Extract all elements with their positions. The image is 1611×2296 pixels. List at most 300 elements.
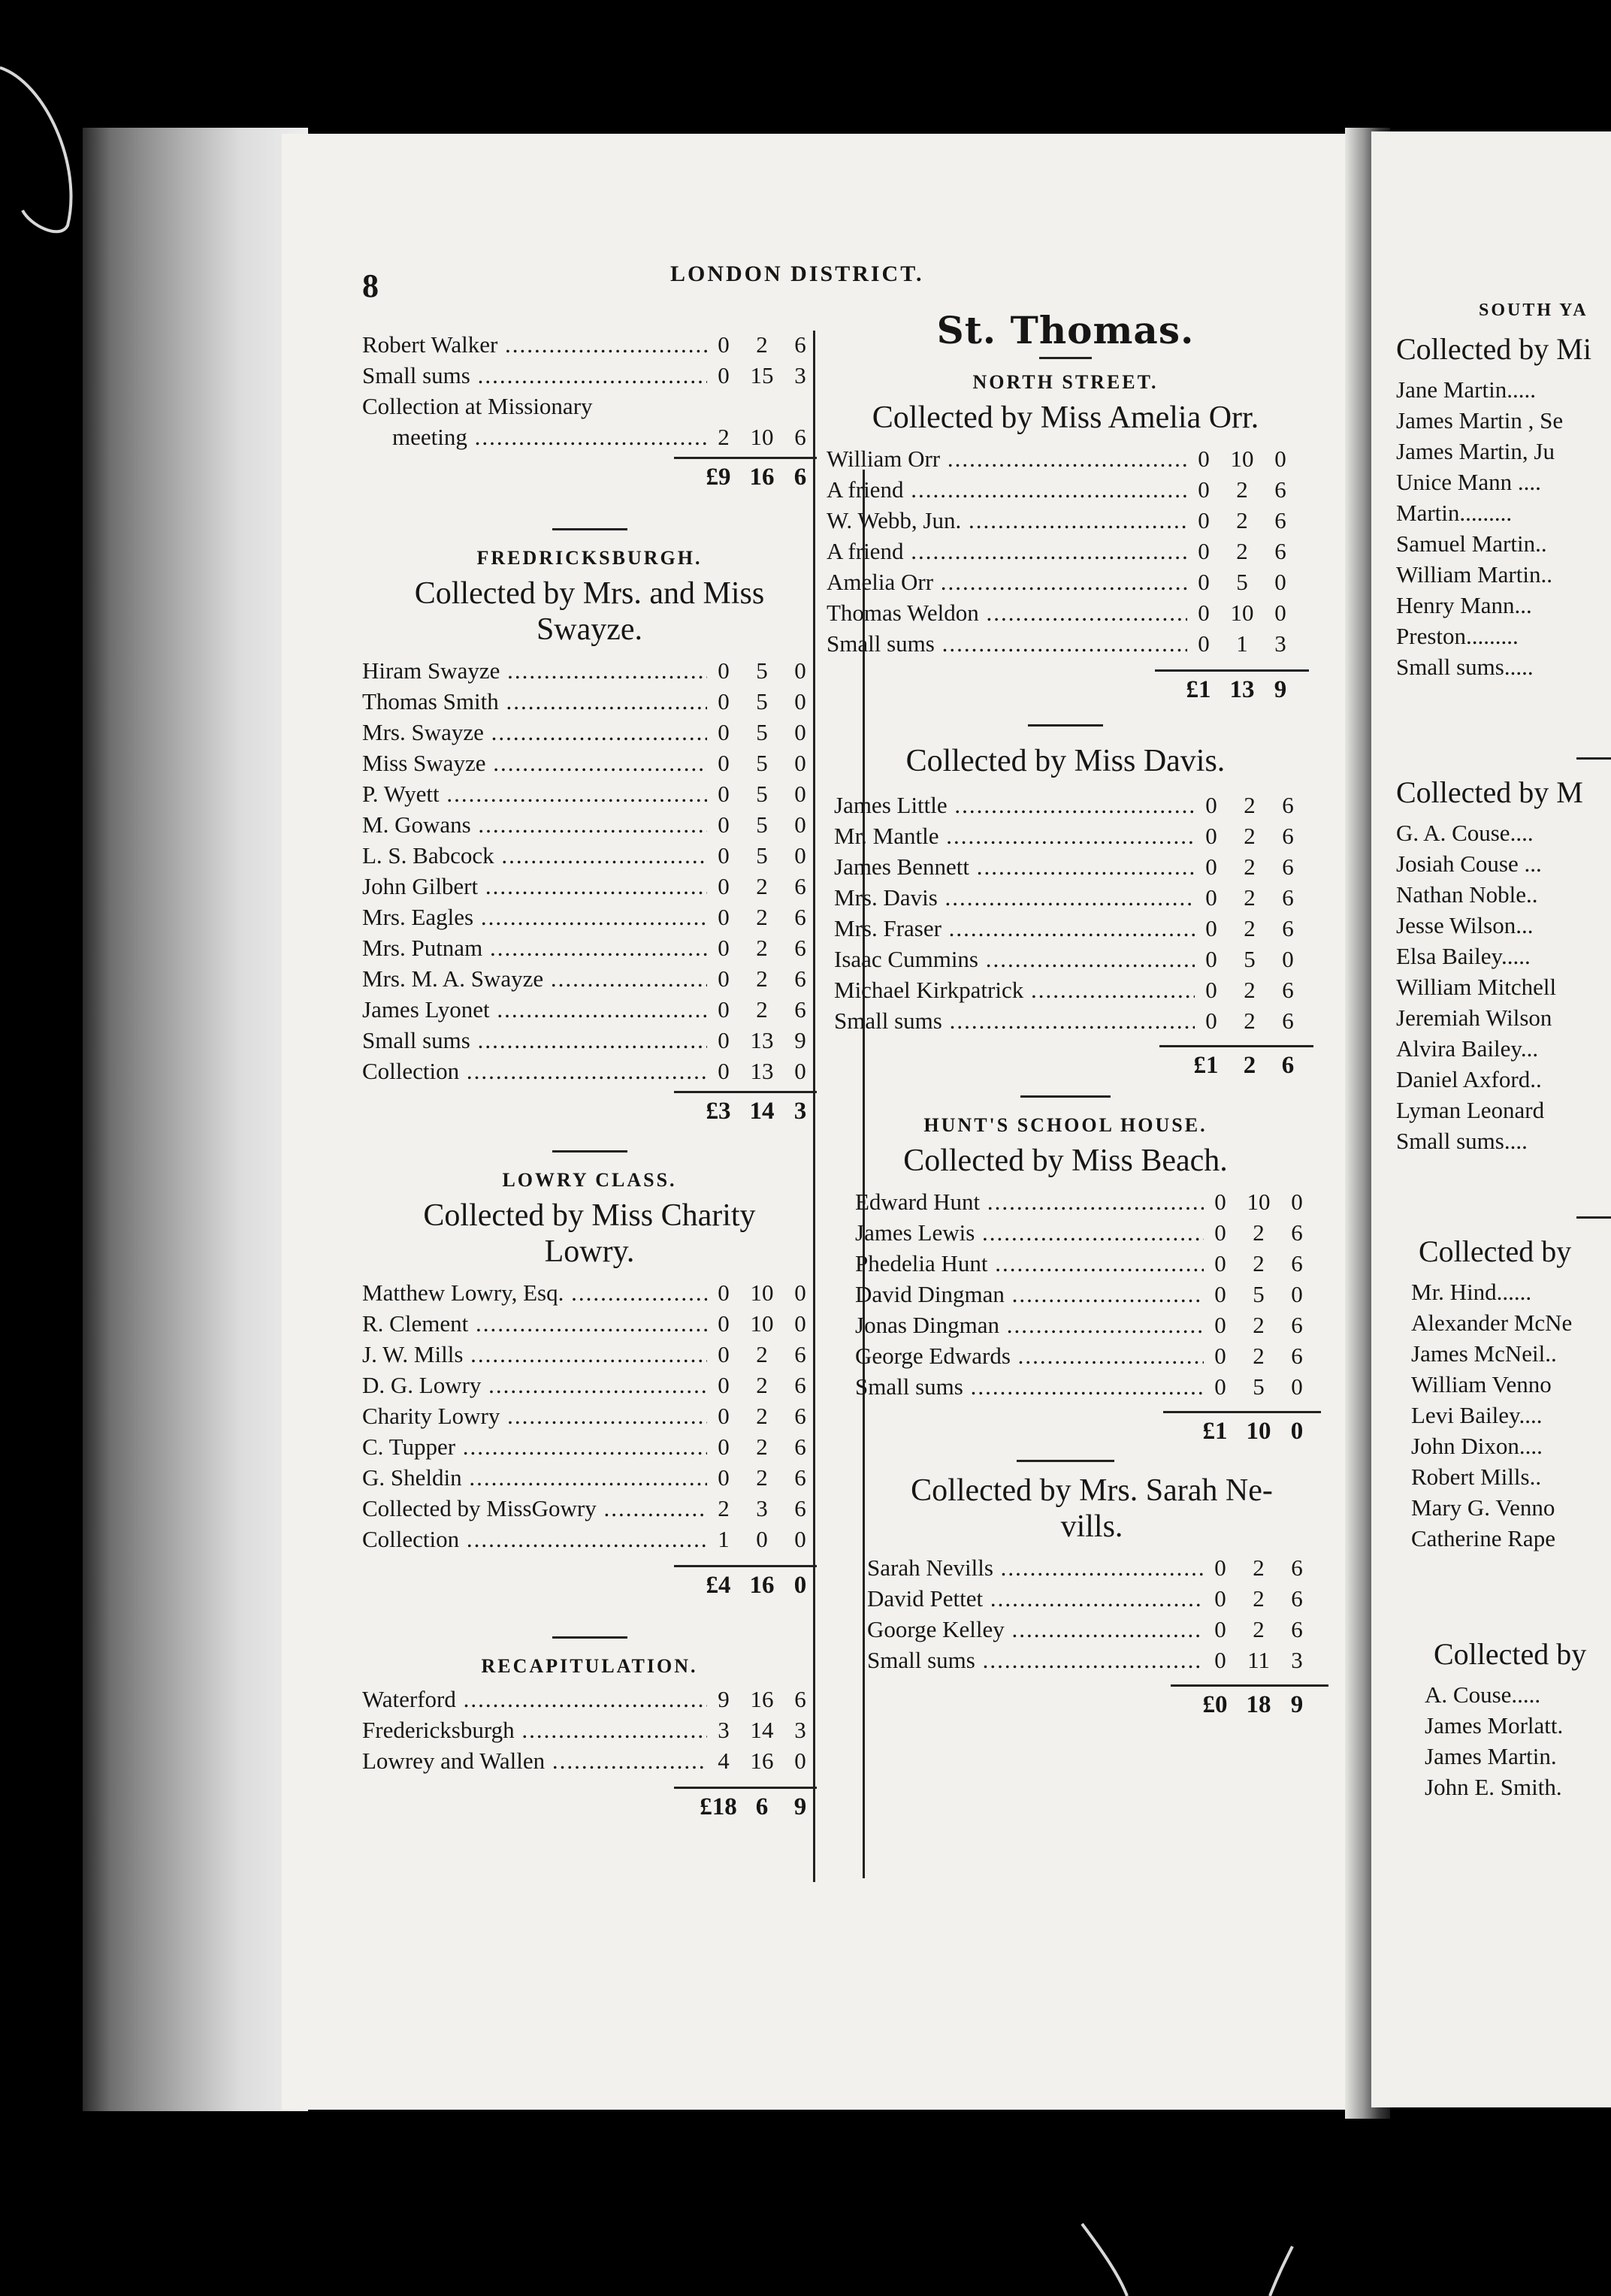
contributor-name: Robert Walker ..... — [362, 329, 707, 360]
amount-cell: 0 — [1198, 569, 1210, 595]
subscription-row — [362, 871, 817, 902]
amount-cell: 5 — [756, 657, 768, 684]
amount-cell: 0 — [718, 688, 730, 714]
section-total: £9 16 6 — [706, 464, 807, 491]
amount-cell: 0 — [794, 1279, 806, 1306]
amount-cell: 6 — [1291, 1219, 1303, 1246]
amount-cell: 0 — [1291, 1281, 1303, 1307]
amount-cell: 0 — [718, 1058, 730, 1084]
section-rule — [1576, 757, 1611, 760]
subscription-row — [855, 1248, 1313, 1279]
amount-cell: 2 — [1236, 507, 1248, 533]
amount-cell: 2 — [1253, 1554, 1265, 1581]
subscription-row: Mr. Hind...... — [1411, 1279, 1532, 1305]
subscription-row — [834, 913, 1304, 944]
subscription-row: Daniel Axford.. — [1396, 1066, 1542, 1092]
contributor-name: James Lyonet ..... — [362, 994, 707, 1025]
amount-cell: 6 — [1291, 1250, 1303, 1276]
amount-cell: 2 — [1244, 823, 1256, 849]
amount-cell: 2 — [1244, 915, 1256, 941]
amount-cell: 0 — [1274, 600, 1286, 626]
subscription-row — [827, 474, 1297, 505]
left-column — [362, 329, 817, 1825]
subscription-list — [1396, 1276, 1611, 1554]
amount-cell: 0 — [718, 1279, 730, 1306]
amount-cell: 0 — [1291, 1373, 1303, 1400]
page-number: 8 — [362, 267, 379, 304]
contributor-name: Thomas Smith ..... — [362, 686, 707, 717]
amount-cell: 3 — [1274, 630, 1286, 657]
subscription-row: A. Couse..... — [1425, 1681, 1541, 1708]
amount-cell: 0 — [718, 1372, 730, 1398]
contributor-name: Small sums ..... — [867, 1645, 1204, 1675]
amount-cell: 6 — [1291, 1554, 1303, 1581]
contributor-name: George Edwards ..... — [855, 1340, 1204, 1371]
amount-cell: 10 — [1230, 600, 1254, 626]
amount-cell: 2 — [1244, 1008, 1256, 1034]
subscription-row: Alvira Bailey... — [1396, 1035, 1539, 1062]
amount-cell: 2 — [756, 873, 768, 899]
subscription-row — [834, 944, 1304, 974]
amount-cell: 0 — [794, 719, 806, 745]
contributor-name: Lowrey and Wallen ..... — [362, 1745, 707, 1776]
amount-cell: 5 — [756, 688, 768, 714]
subscription-row: Josiah Couse ... — [1396, 850, 1542, 877]
amount-cell: 16 — [750, 1686, 774, 1712]
subscription-list — [818, 443, 1313, 659]
amount-cell: 0 — [1205, 853, 1217, 880]
amount-cell: 0 — [718, 965, 730, 992]
amount-cell: 5 — [756, 842, 768, 869]
amount-cell: 9 — [718, 1686, 730, 1712]
town-heading: St. Thomas. — [936, 308, 1195, 352]
amount-cell: 0 — [1198, 507, 1210, 533]
amount-cell: 10 — [1230, 446, 1254, 472]
contributor-name: Phedelia Hunt ..... — [855, 1248, 1204, 1279]
subscription-list — [1396, 1679, 1611, 1802]
amount-cell: 2 — [756, 935, 768, 961]
amount-cell: 2 — [1244, 853, 1256, 880]
book-page-edges — [83, 128, 308, 2111]
amount-cell: 0 — [718, 362, 730, 388]
amount-cell: 3 — [794, 362, 806, 388]
section-rule — [552, 528, 627, 530]
section-heading: SOUTH YA — [1479, 301, 1588, 320]
contributor-name: Collection ..... — [362, 1056, 707, 1086]
amount-cell: 6 — [1274, 507, 1286, 533]
amount-cell: 0 — [1214, 1250, 1226, 1276]
subscription-row — [867, 1614, 1313, 1645]
contributor-name: J. W. Mills ..... — [362, 1339, 707, 1370]
contributor-name: Collection ..... — [362, 1524, 707, 1554]
amount-cell: 0 — [718, 996, 730, 1023]
collector-line: Collected by Miss Amelia Orr. — [872, 400, 1259, 435]
contributor-name: Small sums ..... — [362, 1025, 707, 1056]
subscription-list — [362, 655, 817, 1086]
contributor-name: Miss Swayze ..... — [362, 748, 707, 778]
amount-cell: 5 — [1236, 569, 1248, 595]
amount-cell: 2 — [756, 1372, 768, 1398]
amount-cell: 11 — [1247, 1647, 1270, 1673]
contributor-name: Waterford ..... — [362, 1684, 707, 1714]
collector-line: Collected by Miss Davis. — [905, 744, 1226, 778]
amount-cell: 0 — [718, 1310, 730, 1337]
subscription-list — [818, 790, 1313, 1036]
amount-cell: 6 — [1282, 1008, 1294, 1034]
amount-cell: 2 — [756, 1464, 768, 1491]
amount-cell: 2 — [756, 965, 768, 992]
amount-cell: 2 — [718, 1495, 730, 1521]
amount-cell: 0 — [1205, 823, 1217, 849]
amount-cell: 10 — [1247, 1189, 1271, 1215]
subscription-list — [362, 1684, 817, 1776]
subscription-row — [362, 717, 817, 748]
amount-cell: 2 — [1244, 884, 1256, 911]
subscription-row: Small sums..... — [1396, 654, 1534, 680]
amount-cell: 0 — [1205, 884, 1217, 911]
amount-cell: 0 — [1214, 1343, 1226, 1369]
amount-cell: 0 — [718, 657, 730, 684]
amount-cell: 0 — [718, 331, 730, 358]
subscription-list — [1396, 817, 1611, 1156]
contributor-name: James Bennett ..... — [834, 851, 1195, 882]
amount-cell: 6 — [1282, 884, 1294, 911]
collector-line: Collected by Mrs. Sarah Ne- vills. — [911, 1473, 1273, 1544]
contributor-name: Mrs. Swayze ..... — [362, 717, 707, 748]
collector-line: Collected by — [1434, 1637, 1587, 1671]
subscription-row: James Martin, Ju — [1396, 438, 1555, 464]
amount-cell: 0 — [1205, 915, 1217, 941]
amount-cell: 6 — [1291, 1616, 1303, 1642]
amount-cell: 2 — [1253, 1219, 1265, 1246]
middle-column — [818, 308, 1313, 1723]
amount-cell: 6 — [794, 1433, 806, 1460]
amount-cell: 2 — [1253, 1616, 1265, 1642]
subscription-row — [867, 1645, 1313, 1675]
amount-cell: 13 — [750, 1027, 774, 1053]
amount-cell: 6 — [794, 965, 806, 992]
section-heading: RECAPITULATION. — [481, 1655, 698, 1677]
subscription-row: Elsa Bailey..... — [1396, 943, 1531, 969]
amount-cell: 0 — [718, 1433, 730, 1460]
contributor-name: Isaac Cummins ..... — [834, 944, 1195, 974]
section-heading: FREDRICKSBURGH. — [476, 547, 703, 569]
contributor-name: Small sums ..... — [362, 360, 707, 391]
amount-cell: 0 — [1205, 1008, 1217, 1034]
subscription-row: James Martin , Se — [1396, 407, 1564, 434]
amount-cell: 0 — [794, 750, 806, 776]
amount-cell: 5 — [1253, 1373, 1265, 1400]
contributor-name: James Little ..... — [834, 790, 1195, 820]
subscription-row — [827, 443, 1297, 474]
subscription-row — [362, 809, 817, 840]
amount-cell: 6 — [1274, 538, 1286, 564]
subscription-row: Lyman Leonard — [1396, 1097, 1545, 1123]
section-rule — [1020, 1095, 1111, 1098]
amount-cell: 6 — [1291, 1312, 1303, 1338]
contributor-name: David Dingman ..... — [855, 1279, 1204, 1310]
amount-cell: 6 — [794, 935, 806, 961]
contributor-name: Edward Hunt ..... — [855, 1186, 1204, 1217]
amount-cell: 0 — [1282, 946, 1294, 972]
amount-cell: 0 — [718, 1027, 730, 1053]
contributor-name: P. Wyett ..... — [362, 778, 707, 809]
contributor-name: Matthew Lowry, Esq. ..... — [362, 1277, 707, 1308]
amount-cell: 2 — [1244, 977, 1256, 1003]
section-total: £3 14 3 — [706, 1098, 807, 1125]
amount-cell: 16 — [750, 1748, 774, 1774]
subscription-list — [362, 1277, 817, 1554]
subscription-row — [827, 628, 1297, 659]
subscription-row — [855, 1217, 1313, 1248]
amount-cell: 0 — [1205, 792, 1217, 818]
subscription-row — [827, 597, 1297, 628]
contributor-name: G. Sheldin ..... — [362, 1462, 707, 1493]
amount-cell: 14 — [750, 1717, 774, 1743]
amount-cell: 2 — [1253, 1585, 1265, 1612]
amount-cell: 3 — [718, 1717, 730, 1743]
amount-cell: 0 — [718, 750, 730, 776]
amount-cell: 0 — [1214, 1219, 1226, 1246]
amount-cell: 2 — [1244, 792, 1256, 818]
amount-cell: 2 — [756, 331, 768, 358]
subscription-row — [362, 902, 817, 932]
subscription-row — [362, 1400, 817, 1431]
subscription-row — [362, 1493, 817, 1524]
amount-cell: 0 — [1214, 1554, 1226, 1581]
amount-cell: 0 — [1198, 476, 1210, 503]
contributor-name: L. S. Babcock ..... — [362, 840, 707, 871]
amount-cell: 0 — [794, 657, 806, 684]
contributor-name: James Lewis ..... — [855, 1217, 1204, 1248]
amount-cell: 5 — [1253, 1281, 1265, 1307]
amount-cell: 6 — [794, 1372, 806, 1398]
contributor-name: R. Clement ..... — [362, 1308, 707, 1339]
subscription-row — [834, 974, 1304, 1005]
subscription-row — [867, 1583, 1313, 1614]
amount-cell: 4 — [718, 1748, 730, 1774]
subscription-list — [818, 1552, 1313, 1675]
subscription-row — [362, 1714, 817, 1745]
amount-cell: 0 — [718, 1341, 730, 1367]
amount-cell: 0 — [1205, 977, 1217, 1003]
subscription-row — [855, 1186, 1313, 1217]
amount-cell: 0 — [1205, 946, 1217, 972]
amount-cell: 2 — [756, 904, 768, 930]
section-total: £1 10 0 — [1202, 1418, 1304, 1445]
amount-cell: 0 — [794, 842, 806, 869]
subscription-row: Unice Mann .... — [1396, 469, 1541, 495]
subscription-row — [855, 1340, 1313, 1371]
subscription-row — [362, 1339, 817, 1370]
amount-cell: 2 — [756, 1341, 768, 1367]
amount-cell: 6 — [794, 1495, 806, 1521]
subscription-row — [362, 840, 817, 871]
right-page-column — [1396, 301, 1611, 1802]
amount-cell: 0 — [794, 781, 806, 807]
contributor-name: Mrs. Fraser ..... — [834, 913, 1195, 944]
subscription-list — [818, 1186, 1313, 1402]
collector-line: Collected by Miss Beach. — [903, 1143, 1228, 1178]
amount-cell: 9 — [794, 1027, 806, 1053]
subscription-row — [362, 1462, 817, 1493]
missionary-line: Collection at Missionary — [362, 393, 593, 419]
amount-cell: 0 — [1198, 600, 1210, 626]
contributor-name: M. Gowans ..... — [362, 809, 707, 840]
contributor-name: Thomas Weldon ..... — [827, 597, 1187, 628]
subscription-row — [362, 1025, 817, 1056]
section-heading: LOWRY CLASS. — [502, 1169, 677, 1191]
contributor-name: William Orr ..... — [827, 443, 1187, 474]
subscription-row — [855, 1310, 1313, 1340]
section-total: £18 6 9 — [700, 1793, 807, 1820]
contributor-name: A friend ..... — [827, 474, 1187, 505]
subscription-row: Jeremiah Wilson — [1396, 1005, 1552, 1031]
subscription-list — [1396, 374, 1611, 682]
amount-cell: 0 — [1214, 1585, 1226, 1612]
subscription-row: Henry Mann... — [1396, 592, 1532, 618]
contributor-name: Mrs. Davis ..... — [834, 882, 1195, 913]
amount-cell: 2 — [1253, 1250, 1265, 1276]
subscription-row — [827, 536, 1297, 566]
subscription-row — [362, 1370, 817, 1400]
amount-cell: 0 — [794, 1310, 806, 1337]
amount-cell: 0 — [718, 935, 730, 961]
amount-cell: 0 — [794, 688, 806, 714]
contributor-name: David Pettet ..... — [867, 1583, 1204, 1614]
amount-cell: 10 — [750, 1310, 774, 1337]
amount-cell: 5 — [756, 781, 768, 807]
subscription-row: meeting ..... 2 10 6 — [362, 421, 817, 452]
subscription-row — [362, 1524, 817, 1554]
amount-cell: 0 — [794, 811, 806, 838]
contributor-name: W. Webb, Jun. ..... — [827, 505, 1187, 536]
amount-cell: 0 — [1274, 569, 1286, 595]
contributor-name: Amelia Orr ..... — [827, 566, 1187, 597]
subscription-row: Nathan Noble.. — [1396, 881, 1538, 908]
subscription-row: Alexander McNe — [1411, 1310, 1573, 1336]
subscription-row — [362, 994, 817, 1025]
subscription-row: William Mitchell — [1396, 974, 1557, 1000]
amount-cell: 0 — [1198, 630, 1210, 657]
section-rule — [552, 1150, 627, 1153]
amount-cell: 6 — [1282, 977, 1294, 1003]
amount-cell: 0 — [1274, 446, 1286, 472]
contributor-name: Jonas Dingman ..... — [855, 1310, 1204, 1340]
subscription-row — [867, 1552, 1313, 1583]
amount-cell: 5 — [756, 811, 768, 838]
amount-cell: 0 — [794, 1058, 806, 1084]
subscription-row: Martin......... — [1396, 500, 1513, 526]
section-total: £0 18 9 — [1202, 1691, 1304, 1718]
section-rule — [1576, 1216, 1611, 1219]
amount-cell: 0 — [1214, 1281, 1226, 1307]
amount-cell: 0 — [718, 1464, 730, 1491]
amount-cell: 0 — [1198, 538, 1210, 564]
amount-cell: 6 — [1291, 1585, 1303, 1612]
section-heading: HUNT'S SCHOOL HOUSE. — [923, 1114, 1207, 1136]
contributor-name: John Gilbert ..... — [362, 871, 707, 902]
contributor-name: D. G. Lowry ..... — [362, 1370, 707, 1400]
subscription-row: John E. Smith. — [1425, 1774, 1562, 1800]
subscription-row: Preston......... — [1396, 623, 1519, 649]
subscription-row: Jane Martin..... — [1396, 376, 1536, 403]
section-heading: NORTH STREET. — [972, 371, 1159, 393]
subscription-row: James Martin. — [1425, 1743, 1557, 1769]
amount-cell: 6 — [794, 996, 806, 1023]
amount-cell: 0 — [794, 1748, 806, 1774]
subscription-row — [855, 1279, 1313, 1310]
contributor-name: Mr. Mantle ..... — [834, 820, 1195, 851]
subscription-list — [362, 329, 817, 391]
amount-cell: 5 — [1244, 946, 1256, 972]
running-head: LONDON DISTRICT. — [670, 261, 924, 286]
subscription-row: Catherine Rape — [1411, 1525, 1555, 1551]
section-rule — [1039, 357, 1092, 359]
amount-cell: 2 — [1236, 538, 1248, 564]
amount-cell: 10 — [750, 1279, 774, 1306]
subscription-row — [834, 820, 1304, 851]
amount-cell: 2 — [1253, 1343, 1265, 1369]
amount-cell: 0 — [1214, 1647, 1226, 1673]
amount-cell: 2 — [1236, 476, 1248, 503]
collector-line: Collected by Miss Charity Lowry. — [423, 1198, 756, 1269]
subscription-row — [834, 1005, 1304, 1036]
subscription-row — [362, 655, 817, 686]
amount-cell: 1 — [718, 1526, 730, 1552]
amount-cell: 13 — [750, 1058, 774, 1084]
subscription-row — [362, 1056, 817, 1086]
subscription-row — [855, 1371, 1313, 1402]
subscription-row — [362, 1745, 817, 1776]
subscription-row: William Venno — [1411, 1371, 1552, 1397]
section-rule — [1028, 724, 1103, 727]
contributor-name: Sarah Nevills ..... — [867, 1552, 1204, 1583]
amount-cell: 6 — [794, 1686, 806, 1712]
section-rule — [1017, 1460, 1114, 1462]
subscription-row — [834, 851, 1304, 882]
collector-line: Collected by — [1419, 1234, 1572, 1268]
amount-cell: 6 — [794, 1464, 806, 1491]
contributor-name: Hiram Swayze ..... — [362, 655, 707, 686]
amount-cell: 0 — [1214, 1616, 1226, 1642]
amount-cell: 1 — [1236, 630, 1248, 657]
subscription-row: G. A. Couse.... — [1396, 820, 1534, 846]
amount-cell: 0 — [1214, 1373, 1226, 1400]
subscription-row: Mary G. Venno — [1411, 1494, 1555, 1521]
subscription-row: James Morlatt. — [1425, 1712, 1564, 1739]
subscription-row — [362, 778, 817, 809]
contributor-name: Goorge Kelley ..... — [867, 1614, 1204, 1645]
subscription-row: Robert Mills.. — [1411, 1464, 1542, 1490]
collector-line: Collected by Mrs. and Miss Swayze. — [414, 576, 765, 647]
subscription-row — [362, 1277, 817, 1308]
amount-cell: 6 — [1282, 823, 1294, 849]
contributor-name: Small sums ..... — [855, 1371, 1204, 1402]
amount-cell: 0 — [1214, 1189, 1226, 1215]
subscription-row — [362, 1431, 817, 1462]
amount-cell: 0 — [718, 1403, 730, 1429]
amount-cell: 0 — [794, 1526, 806, 1552]
amount-cell: 2 — [756, 1433, 768, 1460]
amount-cell: 0 — [718, 719, 730, 745]
amount-cell: 0 — [718, 873, 730, 899]
subscription-row: John Dixon.... — [1411, 1433, 1543, 1459]
amount-cell: 2 — [1253, 1312, 1265, 1338]
contributor-name: Collected by MissGowry ..... — [362, 1493, 707, 1524]
amount-cell: 0 — [718, 904, 730, 930]
subscription-row — [834, 790, 1304, 820]
